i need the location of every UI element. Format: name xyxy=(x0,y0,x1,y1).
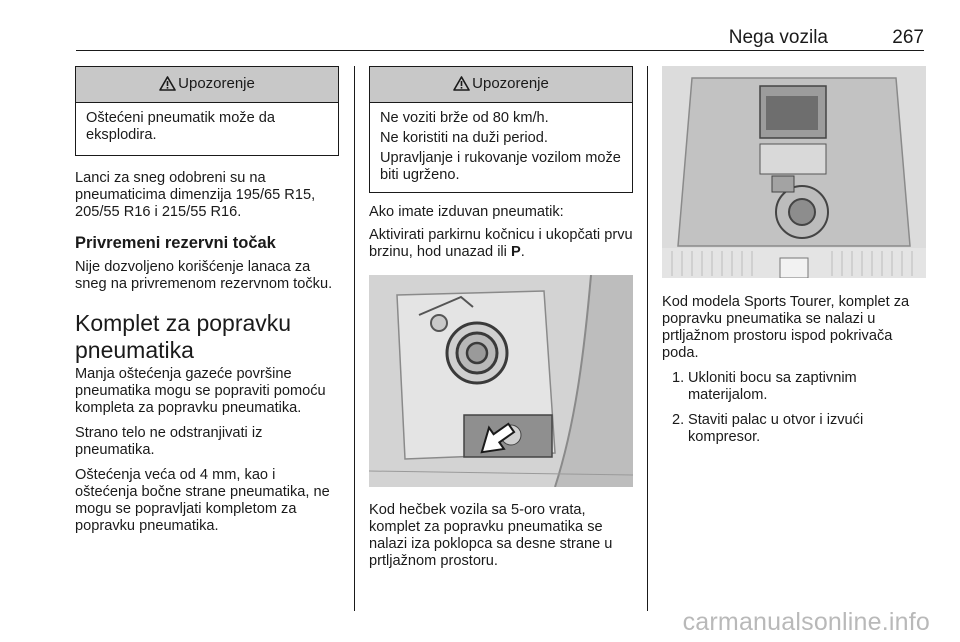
subheading: Privremeni rezervni točak xyxy=(75,234,276,252)
warning-triangle-icon xyxy=(453,76,470,91)
warning-box xyxy=(75,66,339,156)
paragraph: Kod modela Sports Tourer, komplet za popravku pneumatika se nalazi u prtljažnom prostoru ispod pokrivača poda. xyxy=(662,294,910,361)
paragraph: Manja oštećenja gazeće površine pneumatika mogu se popraviti pomoću kompleta za popravku pneumatika. xyxy=(75,366,326,416)
list-item: 1. Ukloniti bocu sa zaptivnim materijalom. xyxy=(672,370,857,403)
paragraph: Strano telo ne odstranjivati iz pneumatika. xyxy=(75,425,263,458)
page-number: 267 xyxy=(892,27,924,48)
warning-header xyxy=(370,67,632,103)
warning-line: Upravljanje i rukovanje vozilom može biti ugrženo. xyxy=(380,150,621,183)
column-left xyxy=(75,66,339,535)
figure-caption: Kod hečbek vozila sa 5-oro vrata, komplet za popravku pneumatika se nalazi iza poklopca sa desne strane u prtljažnom prostoru. xyxy=(369,502,613,569)
watermark: carmanualsonline.info xyxy=(682,608,930,636)
warning-label: Upozorenje xyxy=(472,75,549,92)
warning-box xyxy=(369,66,633,193)
column-divider xyxy=(354,66,355,611)
section-title: Nega vozila xyxy=(728,27,828,48)
warning-text: Oštećeni pneumatik može da eksplodira. xyxy=(86,110,276,143)
section-heading: Komplet za popravku pneumatika xyxy=(75,310,292,363)
paragraph: Ako imate izduvan pneumatik: xyxy=(369,204,564,220)
warning-line: Ne voziti brže od 80 km/h. xyxy=(380,110,549,126)
paragraph: Nije dozvoljeno korišćenje lanaca za sneg na privremenom rezervnom točku. xyxy=(75,259,333,292)
warning-line: Ne koristiti na duži period. xyxy=(380,130,548,146)
column-divider xyxy=(647,66,648,611)
paragraph: Lanci za sneg odobreni su na pneumaticima dimenzija 195/65 R15, 205/55 R16 i 215/55 R16. xyxy=(75,170,316,220)
paragraph: Aktivirati parkirnu kočnicu i ukopčati prvu brzinu, hod unazad ili P. xyxy=(369,227,633,260)
page-header xyxy=(76,26,924,51)
spare-wheel-well-illustration xyxy=(662,66,926,278)
warning-header xyxy=(76,67,338,103)
paragraph: Oštećenja veća od 4 mm, kao i oštećenja bočne strane pneumatika, ne mogu se popravljati kompletom za popravku pneumatika. xyxy=(75,467,330,534)
spare-wheel-well-figure xyxy=(662,66,926,278)
trunk-side-panel-figure xyxy=(369,275,633,487)
column-right xyxy=(662,66,926,446)
steps-list xyxy=(662,370,926,446)
column-middle xyxy=(369,66,633,570)
warning-label: Upozorenje xyxy=(178,75,255,92)
list-item: 2. Staviti palac u otvor i izvući kompresor. xyxy=(672,412,864,445)
warning-triangle-icon xyxy=(159,76,176,91)
trunk-panel-illustration xyxy=(369,275,633,487)
